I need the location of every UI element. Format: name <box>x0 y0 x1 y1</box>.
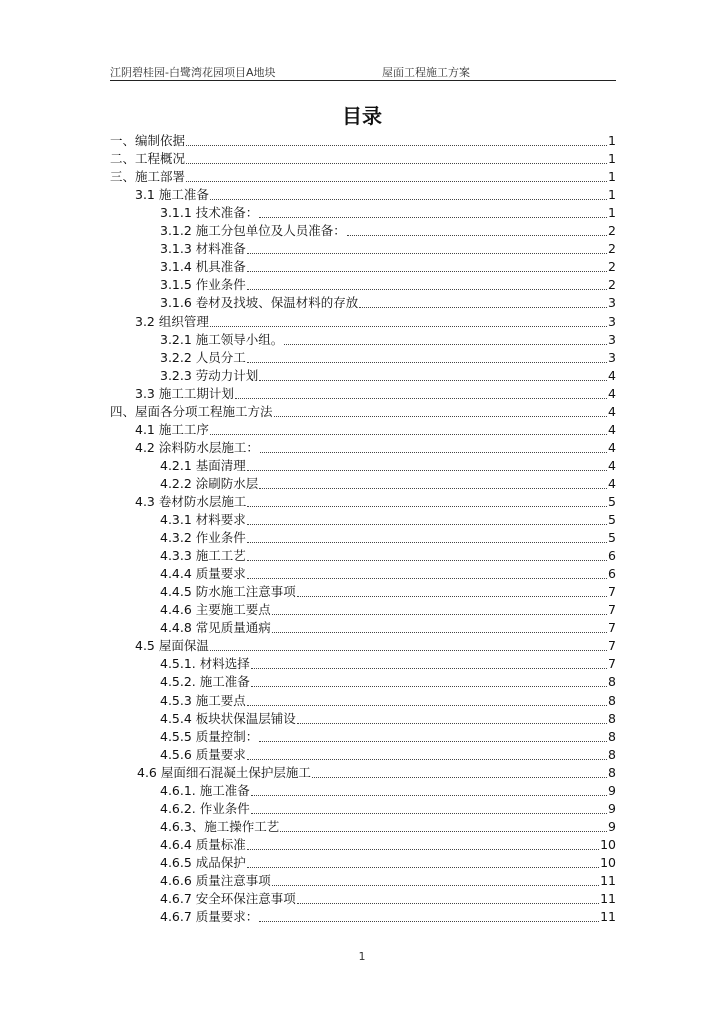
toc-entry[interactable] <box>110 619 616 637</box>
toc-entry-title: 3.2 组织管理 <box>135 313 209 329</box>
toc-leader-dots <box>259 379 607 381</box>
toc-leader-dots <box>186 180 607 182</box>
toc-entry[interactable] <box>110 800 616 818</box>
toc-entry-title: 一、编制依据 <box>110 133 186 149</box>
toc-entry-title: 3.1.1 技术准备： <box>160 205 259 221</box>
toc-entry[interactable] <box>110 691 616 709</box>
toc-entry[interactable] <box>110 890 616 908</box>
toc-leader-dots <box>284 343 607 345</box>
toc-leader-dots <box>259 487 607 489</box>
toc-entry[interactable] <box>110 457 616 475</box>
toc-leader-dots <box>247 469 607 471</box>
toc-entry-page: 7 <box>608 620 616 636</box>
toc-entry[interactable] <box>110 746 616 764</box>
toc-entry-page: 9 <box>608 818 616 834</box>
toc-entry[interactable] <box>110 583 616 601</box>
toc-entry[interactable] <box>110 493 616 511</box>
toc-entry-page: 8 <box>608 674 616 690</box>
toc-leader-dots <box>247 541 607 543</box>
toc-entry-page: 2 <box>608 223 616 239</box>
toc-entry-title: 4.6.7 安全环保注意事项 <box>160 891 296 907</box>
toc-entry-page: 8 <box>608 764 616 780</box>
toc-entry-page: 8 <box>608 692 616 708</box>
toc-entry-page: 3 <box>608 313 616 329</box>
toc-entry-page: 5 <box>608 493 616 509</box>
toc-entry-page: 6 <box>608 548 616 564</box>
toc-entry[interactable] <box>110 655 616 673</box>
toc-entry-title: 3.1 施工准备 <box>135 187 209 203</box>
toc-entry[interactable] <box>110 782 616 800</box>
toc-entry[interactable] <box>110 728 616 746</box>
toc-entry-page: 1 <box>608 151 616 167</box>
toc-leader-dots <box>347 234 607 236</box>
toc-entry-page: 1 <box>608 133 616 149</box>
toc-entry[interactable] <box>110 276 616 294</box>
toc-leader-dots <box>247 758 607 760</box>
toc-leader-dots <box>274 415 608 417</box>
toc-leader-dots <box>210 325 607 327</box>
toc-entry[interactable] <box>110 312 616 330</box>
toc-entry-title: 4.5.3 施工要点 <box>160 692 246 708</box>
toc-entry[interactable] <box>110 710 616 728</box>
toc-entry[interactable] <box>110 637 616 655</box>
toc-entry[interactable] <box>110 529 616 547</box>
toc-leader-dots <box>272 631 607 633</box>
toc-entry[interactable] <box>110 854 616 872</box>
toc-entry-title: 4.5 屋面保温 <box>135 638 209 654</box>
toc-entry-title: 3.1.5 作业条件 <box>160 277 246 293</box>
toc-leader-dots <box>247 288 607 290</box>
toc-entry[interactable] <box>110 421 616 439</box>
toc-leader-dots <box>186 162 607 164</box>
table-of-contents <box>110 132 616 926</box>
toc-entry[interactable] <box>110 836 616 854</box>
toc-entry-page: 8 <box>608 728 616 744</box>
toc-entry-title: 4.5.1. 材料选择 <box>160 656 250 672</box>
toc-entry-page: 7 <box>608 638 616 654</box>
toc-entry-title: 4.2.1 基面清理 <box>160 457 246 473</box>
toc-entry-title: 4.5.6 质量要求 <box>160 746 246 762</box>
toc-leader-dots <box>247 866 599 868</box>
toc-entry[interactable] <box>110 222 616 240</box>
toc-leader-dots <box>210 198 607 200</box>
toc-entry-title: 4.4.4 质量要求 <box>160 566 246 582</box>
toc-entry-title: 3.2.2 人员分工 <box>160 349 246 365</box>
toc-leader-dots <box>247 577 607 579</box>
toc-entry-page: 1 <box>608 169 616 185</box>
toc-entry-page: 5 <box>608 530 616 546</box>
toc-entry[interactable] <box>110 872 616 890</box>
toc-leader-dots <box>259 740 607 742</box>
toc-entry-title: 四、屋面各分项工程施工方法 <box>110 403 273 419</box>
toc-leader-dots <box>359 306 607 308</box>
toc-entry-title: 4.5.5 质量控制： <box>160 728 259 744</box>
toc-entry-title: 4.3.3 施工工艺 <box>160 548 246 564</box>
toc-entry-title: 4.6.2. 作业条件 <box>160 800 250 816</box>
toc-leader-dots <box>312 776 607 778</box>
toc-entry-page: 3 <box>608 295 616 311</box>
toc-entry-title: 4.2.2 涂刷防水层 <box>160 475 259 491</box>
toc-entry-title: 3.1.4 机具准备 <box>160 259 246 275</box>
toc-entry-page: 7 <box>608 584 616 600</box>
toc-entry[interactable] <box>110 186 616 204</box>
toc-entry-page: 1 <box>608 187 616 203</box>
toc-entry-title: 3.1.3 材料准备 <box>160 241 246 257</box>
toc-entry-title: 4.5.2. 施工准备 <box>160 674 250 690</box>
toc-entry-page: 6 <box>608 566 616 582</box>
toc-entry-page: 4 <box>608 385 616 401</box>
toc-leader-dots <box>247 270 607 272</box>
toc-entry-title: 4.6.5 成品保护 <box>160 854 246 870</box>
toc-entry-page: 3 <box>608 349 616 365</box>
page-number: 1 <box>358 950 366 963</box>
toc-entry-page: 4 <box>608 439 616 455</box>
toc-entry-page: 4 <box>608 421 616 437</box>
toc-entry-page: 4 <box>608 457 616 473</box>
toc-entry-page: 7 <box>608 656 616 672</box>
header-document-name: 屋面工程施工方案 <box>382 66 470 79</box>
toc-entry-page: 4 <box>608 403 616 419</box>
toc-entry[interactable] <box>110 168 616 186</box>
toc-entry-title: 4.3 卷材防水层施工 <box>135 493 247 509</box>
toc-entry[interactable] <box>110 132 616 150</box>
toc-leader-dots <box>297 722 607 724</box>
toc-leader-dots <box>272 613 607 615</box>
toc-entry-title: 4.4.5 防水施工注意事项 <box>160 584 296 600</box>
toc-leader-dots <box>251 685 607 687</box>
toc-leader-dots <box>210 433 607 435</box>
toc-entry[interactable] <box>110 403 616 421</box>
toc-entry-page: 4 <box>608 475 616 491</box>
toc-entry-title: 4.6.6 质量注意事项 <box>160 872 271 888</box>
toc-leader-dots <box>251 667 607 669</box>
toc-entry[interactable] <box>110 367 616 385</box>
toc-entry[interactable] <box>110 565 616 583</box>
toc-entry[interactable] <box>110 439 616 457</box>
toc-entry-page: 7 <box>608 602 616 618</box>
toc-entry-page: 8 <box>608 710 616 726</box>
toc-entry-title: 4.6.4 质量标准 <box>160 836 246 852</box>
toc-entry[interactable] <box>110 764 616 782</box>
toc-entry[interactable] <box>110 294 616 312</box>
toc-entry-title: 4.3.2 作业条件 <box>160 530 246 546</box>
toc-entry[interactable] <box>110 601 616 619</box>
toc-title: 目录 <box>342 104 382 128</box>
toc-entry-title: 4.4.6 主要施工要点 <box>160 602 271 618</box>
toc-entry-page: 5 <box>608 512 616 528</box>
toc-entry[interactable] <box>110 150 616 168</box>
toc-entry-page: 10 <box>600 854 616 870</box>
toc-leader-dots <box>235 397 607 399</box>
toc-entry-title: 4.6.7 质量要求： <box>160 909 259 925</box>
toc-leader-dots <box>186 144 607 146</box>
toc-leader-dots <box>210 649 607 651</box>
toc-entry-title: 二、工程概况 <box>110 151 186 167</box>
toc-leader-dots <box>247 523 607 525</box>
toc-entry-title: 4.3.1 材料要求 <box>160 512 246 528</box>
toc-entry-page: 10 <box>600 836 616 852</box>
toc-entry-title: 4.6.1. 施工准备 <box>160 782 250 798</box>
toc-entry-page: 3 <box>608 331 616 347</box>
toc-entry[interactable] <box>110 240 616 258</box>
toc-entry-page: 11 <box>600 891 616 907</box>
toc-entry-title: 4.6 屋面细石混凝土保护层施工 <box>137 764 311 780</box>
toc-entry-title: 3.2.1 施工领导小组。 <box>160 331 284 347</box>
toc-leader-dots <box>247 252 607 254</box>
toc-entry-title: 4.2 涂料防水层施工： <box>135 439 259 455</box>
toc-entry-title: 4.5.4 板块状保温层铺设 <box>160 710 296 726</box>
toc-entry-title: 4.6.3、施工操作工艺 <box>160 818 280 834</box>
toc-leader-dots <box>247 361 607 363</box>
toc-entry-page: 9 <box>608 782 616 798</box>
toc-entry-title: 4.4.8 常见质量通病 <box>160 620 271 636</box>
toc-entry[interactable] <box>110 204 616 222</box>
toc-entry-page: 11 <box>600 872 616 888</box>
toc-entry-page: 11 <box>600 909 616 925</box>
toc-entry-title: 4.1 施工工序 <box>135 421 209 437</box>
toc-leader-dots <box>259 920 599 922</box>
toc-entry-title: 3.1.2 施工分包单位及人员准备： <box>160 223 346 239</box>
toc-entry[interactable] <box>110 349 616 367</box>
toc-leader-dots <box>297 595 607 597</box>
toc-leader-dots <box>272 884 599 886</box>
page-header <box>110 60 616 81</box>
toc-leader-dots <box>247 704 607 706</box>
toc-leader-dots <box>247 559 607 561</box>
toc-entry-title: 3.1.6 卷材及找坡、保温材料的存放 <box>160 295 359 311</box>
toc-entry[interactable] <box>110 673 616 691</box>
toc-entry[interactable] <box>110 331 616 349</box>
toc-leader-dots <box>280 830 607 832</box>
toc-entry-title: 3.3 施工工期计划 <box>135 385 234 401</box>
toc-entry-page: 8 <box>608 746 616 762</box>
toc-leader-dots <box>259 216 607 218</box>
toc-leader-dots <box>251 794 607 796</box>
toc-leader-dots <box>247 505 607 507</box>
toc-entry-page: 4 <box>608 367 616 383</box>
toc-entry-page: 2 <box>608 241 616 257</box>
toc-entry-page: 2 <box>608 259 616 275</box>
toc-leader-dots <box>251 812 607 814</box>
toc-entry-page: 9 <box>608 800 616 816</box>
toc-entry[interactable] <box>110 475 616 493</box>
toc-leader-dots <box>260 451 607 453</box>
toc-entry[interactable] <box>110 385 616 403</box>
toc-entry[interactable] <box>110 818 616 836</box>
toc-leader-dots <box>247 848 599 850</box>
toc-entry-page: 1 <box>608 205 616 221</box>
toc-entry-page: 2 <box>608 277 616 293</box>
toc-entry[interactable] <box>110 511 616 529</box>
toc-leader-dots <box>297 902 599 904</box>
toc-entry-title: 三、施工部署 <box>110 169 186 185</box>
toc-entry[interactable] <box>110 547 616 565</box>
toc-entry[interactable] <box>110 908 616 926</box>
toc-entry-title: 3.2.3 劳动力计划 <box>160 367 259 383</box>
toc-entry[interactable] <box>110 258 616 276</box>
header-project-name: 江阴碧桂园-白鹭湾花园项目A地块 <box>110 66 276 79</box>
